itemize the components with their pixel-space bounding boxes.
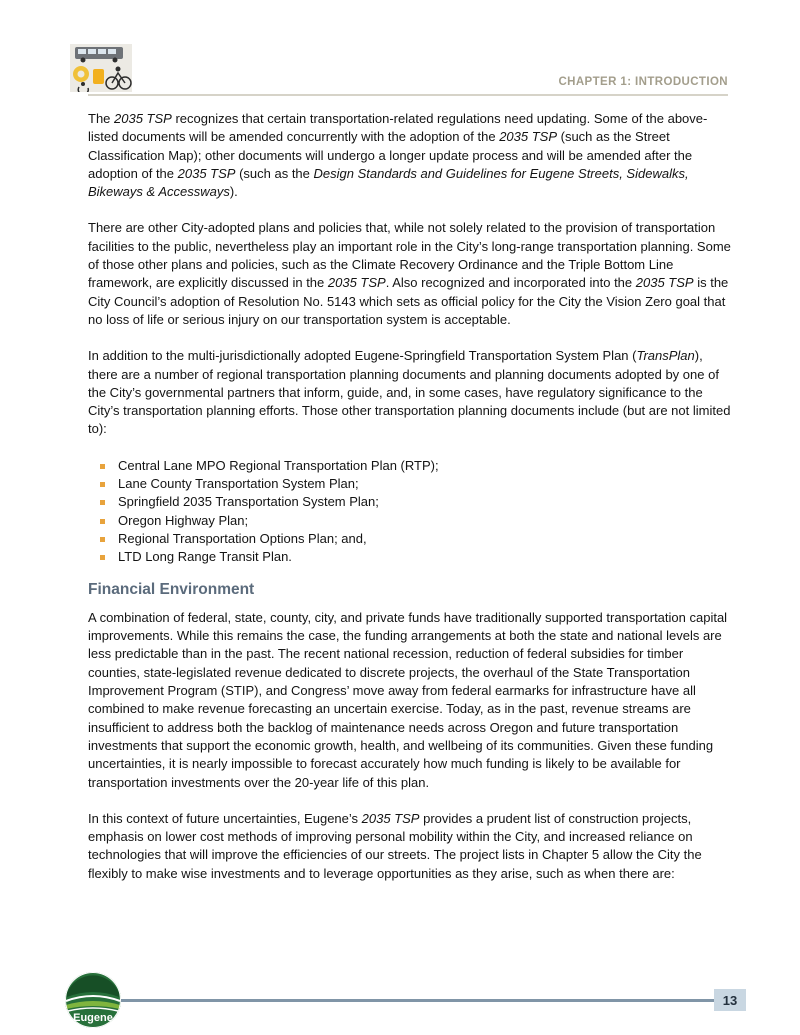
header-rule bbox=[88, 94, 728, 96]
list-item-text: Lane County Transportation System Plan; bbox=[118, 476, 359, 492]
paragraph-funding-sources: A combination of federal, state, county, city, and private funds have traditionally supported transportation capital improvements. While this remains the case, the funding arrangements at both the state and national levels are less predictable than in the past. The recent national recession, reduction of federal subsidies for timber counties, state-legislated revenue dedicated to discrete projects, the overhaul of the State Transportation Improvement Program (STIP), and Congress’ move away from federal earmarks for infrastructure have all combined to make revenue forecasting an uncertain exercise. Today, as in the past, revenue streams are insufficient to address both the backlog of maintenance needs across Oregon and future transportation investments that support the economic growth, health, and wellbeing of its communities. Given these funding uncertainties, it is nearly impossible to forecast accurately how much funding is likely to be available for transportation investments over the 20-year life of this plan. bbox=[88, 609, 728, 790]
square-bullet-icon bbox=[100, 537, 105, 542]
list-item-text: Oregon Highway Plan; bbox=[118, 512, 249, 528]
paragraph-city-adopted-plans: There are other City-adopted plans and policies that, while not solely related to the provision of transportation facilities to the public, nevertheless play an important role in the City’s long-range transportation planning. Some of those other plans and policies, such as the Climate Recovery Ordinance and the Triple Bottom Line framework, are explicitly discussed in the 2035 TSP. Also recognized and incorporated into the 2035 TSP is the City Council’s adoption of Resolution No. 5143 which sets as official policy for the City the Vision Zero goal that no loss of life or serious injury on our transportation system is acceptable. bbox=[88, 220, 731, 327]
list-item-text: Central Lane MPO Regional Transportation Plan (RTP); bbox=[118, 457, 439, 473]
planning-documents-list bbox=[88, 457, 732, 567]
list-item bbox=[88, 475, 732, 493]
square-bullet-icon bbox=[100, 519, 105, 524]
paragraph-regional-planning-documents: In addition to the multi-jurisdictionally adopted Eugene-Springfield Transportation System Plan (TransPlan), there are a number of regional transportation planning documents and planning documents adopted by one of the City’s governmental partners that inform, guide, and, in some cases, have regulatory significance to the City’s transportation planning efforts. Those other transportation planning documents include (but are not limited to): bbox=[88, 348, 731, 437]
eugene-city-logo-icon bbox=[64, 971, 122, 1029]
list-item bbox=[88, 457, 732, 475]
list-item bbox=[88, 548, 732, 566]
list-item bbox=[88, 530, 732, 548]
list-item-text: Springfield 2035 Transportation System Plan; bbox=[118, 494, 379, 510]
page-header bbox=[88, 44, 728, 96]
footer-rule bbox=[120, 999, 714, 1002]
eugene-logo-text: Eugene bbox=[73, 1012, 113, 1024]
page-number: 13 bbox=[714, 989, 746, 1011]
square-bullet-icon bbox=[100, 464, 105, 469]
transportation-collage-icon bbox=[70, 44, 132, 92]
square-bullet-icon bbox=[100, 555, 105, 560]
document-body bbox=[88, 110, 732, 901]
list-item-text: Regional Transportation Options Plan; and, bbox=[118, 530, 367, 546]
chapter-heading: CHAPTER 1: INTRODUCTION bbox=[558, 76, 728, 88]
square-bullet-icon bbox=[100, 500, 105, 505]
list-item bbox=[88, 493, 732, 511]
paragraph-future-uncertainties: In this context of future uncertainties, Eugene’s 2035 TSP provides a prudent list of construction projects, emphasis on lower cost methods of improving personal mobility within the City, and increased reliance on technologies that will improve the efficiencies of our streets. The project lists in Chapter 5 allow the City the flexibly to make wise investments and to leverage opportunities as they arise, such as when there are: bbox=[88, 810, 702, 881]
section-heading-financial-environment: Financial Environment bbox=[88, 580, 255, 598]
list-item bbox=[88, 512, 732, 530]
square-bullet-icon bbox=[100, 482, 105, 487]
chapter-header-block bbox=[88, 44, 728, 96]
page-footer bbox=[0, 955, 800, 1035]
paragraph-regulations-update: The 2035 TSP recognizes that certain transportation-related regulations need updating. Some of the above-listed documents will be amended concurrently with the adoption of the 2035 TSP (such as the Street Classification Map); other documents will undergo a longer update process and will be amended after the adoption of the 2035 TSP (such as the Design Standards and Guidelines for Eugene Streets, Sidewalks, Bikeways & Accessways). bbox=[88, 111, 708, 200]
list-item-text: LTD Long Range Transit Plan. bbox=[118, 549, 292, 565]
